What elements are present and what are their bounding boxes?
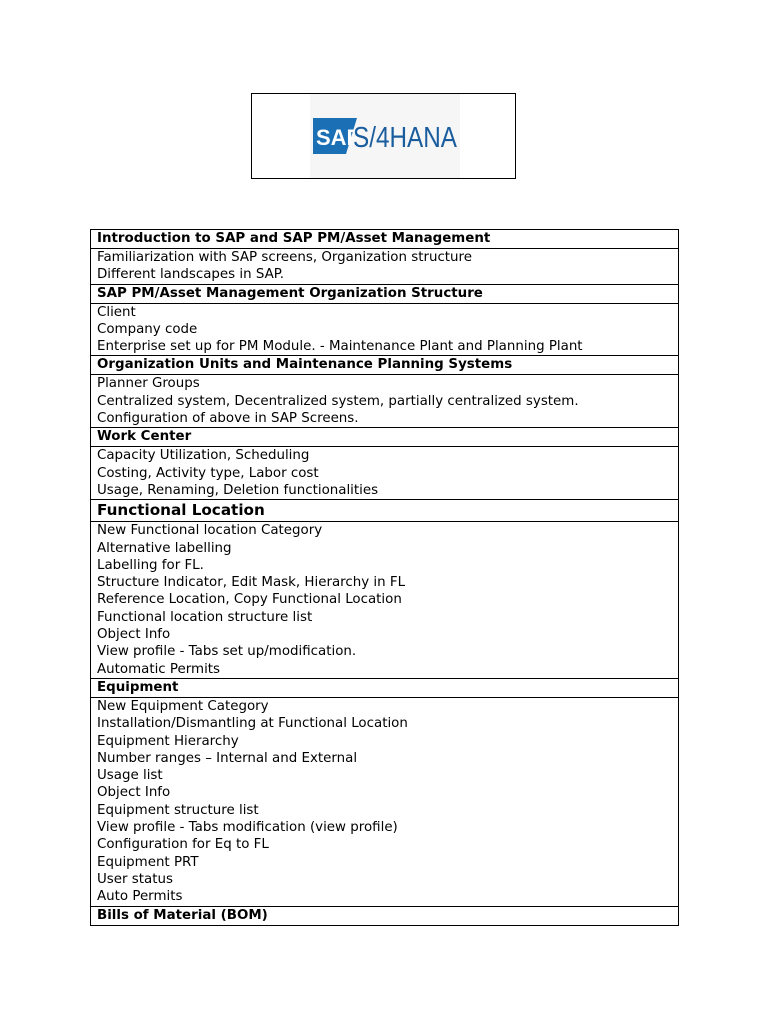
section-item: Equipment Hierarchy [97,733,239,749]
section-item: Usage, Renaming, Deletion functionalities [97,482,379,498]
course-outline-table [90,229,679,926]
logo-frame [251,93,516,179]
section-item: Costing, Activity type, Labor cost [97,465,319,481]
section-title: Equipment [91,678,679,697]
section-item: Client [97,304,136,320]
section-item: Object Info [97,627,171,643]
logo-product-text: S/4HANA [353,122,458,154]
section-title: Functional Location [91,500,679,522]
section-items [91,447,679,500]
logo-brand-text: SAP [316,125,362,150]
section-content-row [91,522,679,679]
section-item: Labelling for FL. [97,557,204,573]
section-item: Familiarization with SAP screens, Organization structure [97,250,472,265]
section-item: Different landscapes in SAP. [97,267,284,283]
section-item: Company code [97,321,198,337]
section-header-row [91,356,679,375]
section-item: Object Info [97,785,171,801]
section-item: User status [97,871,173,887]
section-item: Configuration of above in SAP Screens. [97,411,359,427]
section-content-row [91,303,679,356]
section-title: Work Center [91,428,679,447]
section-item: Number ranges – Internal and External [97,750,358,766]
section-item: Planner Groups [97,376,200,392]
section-header-row [91,906,679,925]
section-item: Automatic Permits [97,661,221,677]
section-item: Equipment PRT [97,854,199,870]
section-item: Capacity Utilization, Scheduling [97,448,310,464]
section-item: New Equipment Category [97,698,269,714]
section-item: Installation/Dismantling at Functional Location [97,716,408,732]
section-item: Auto Permits [97,889,183,905]
section-title: Organization Units and Maintenance Planning Systems [91,356,679,375]
section-item: Equipment structure list [97,802,259,818]
section-header-row [91,428,679,447]
section-item: Centralized system, Decentralized system, partially centralized system. [97,393,579,409]
section-item: Enterprise set up for PM Module. - Maintenance Plant and Planning Plant [97,339,583,355]
section-header-row [91,230,679,249]
section-title: Introduction to SAP and SAP PM/Asset Management [91,230,679,249]
section-header-row [91,284,679,303]
section-item: View profile - Tabs set up/modification. [97,644,357,660]
section-items [91,249,679,285]
section-item: Structure Indicator, Edit Mask, Hierarchy in FL [97,575,406,591]
section-header-row [91,500,679,522]
section-content-row [91,447,679,500]
section-item: Configuration for Eq to FL [97,837,269,853]
section-item: Usage list [97,768,163,784]
section-items [91,303,679,356]
section-items [91,522,679,679]
section-item: Functional location structure list [97,609,313,625]
sap-s4hana-logo [310,94,460,178]
section-item: New Functional location Category [97,523,323,539]
section-item: Alternative labelling [97,540,232,556]
section-item: Reference Location, Copy Functional Location [97,592,402,608]
section-content-row [91,697,679,906]
sap-logo-icon [310,94,460,178]
section-item: View profile - Tabs modification (view profile) [97,820,398,836]
section-content-row [91,375,679,428]
section-title: Bills of Material (BOM) [91,906,679,925]
section-header-row [91,678,679,697]
section-content-row [91,249,679,285]
section-items [91,375,679,428]
section-title: SAP PM/Asset Management Organization Structure [91,284,679,303]
section-items [91,697,679,906]
